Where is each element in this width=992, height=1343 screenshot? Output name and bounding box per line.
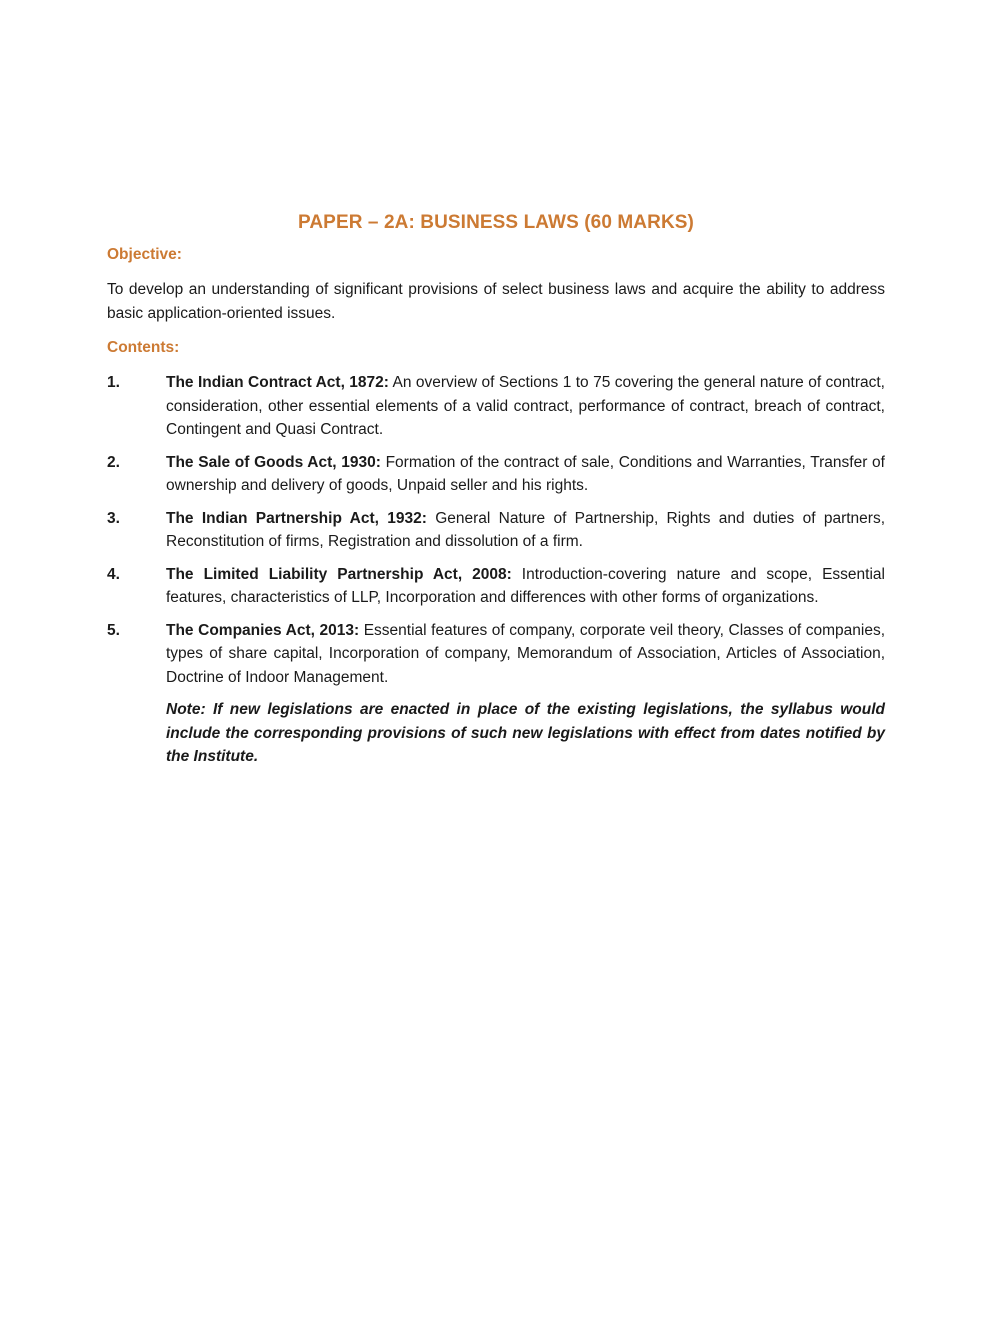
contents-item-companies-act [107,619,885,690]
contents-item-llp-act [107,563,885,610]
item-number: 2. [107,453,120,471]
contents-list [107,371,885,689]
item-number: 4. [107,565,120,583]
page-title: PAPER – 2A: BUSINESS LAWS (60 MARKS) [298,212,694,233]
syllabus-note: Note: If new legislations are enacted in place of the existing legislations, the syllabus would include the corresponding provisions of such new legislations with effect from dates notified by the Institute. [166,701,885,765]
item-title: The Companies Act, 2013: [166,621,360,639]
item-description: Essential features of company, corporate veil theory, Classes of companies, types of share capital, Incorporation of company, Memorandum of Association, Articles of Association, Doctrine of Indoor Management. [166,621,885,686]
item-number: 5. [107,621,120,639]
item-description: General Nature of Partnership, Rights and duties of partners, Reconstitution of firms, Registration and dissolution of a firm. [166,509,886,550]
item-description: Formation of the contract of sale, Conditions and Warranties, Transfer of ownership and delivery of goods, Unpaid seller and his rights. [166,453,885,494]
objective-text: To develop an understanding of significant provisions of select business laws and acquire the ability to address basic application-oriented issues. [107,281,885,322]
objective-heading: Objective: [107,246,182,263]
item-description: Introduction-covering nature and scope, Essential features, characteristics of LLP, Incorporation and differences with other forms of organizations. [166,565,885,606]
contents-item-contract-act [107,371,885,442]
item-title: The Sale of Goods Act, 1930: [166,453,381,471]
syllabus-page [107,212,885,784]
item-description: An overview of Sections 1 to 75 covering the general nature of contract, consideration, other essential elements of a valid contract, performance of contract, breach of contract, Contingent and Quasi Contract. [166,374,885,438]
contents-heading: Contents: [107,339,180,356]
item-number: 1. [107,374,120,391]
contents-item-partnership-act [107,507,885,554]
contents-item-sale-of-goods-act [107,451,885,498]
item-title: The Indian Partnership Act, 1932: [166,509,427,527]
item-number: 3. [107,509,120,527]
item-title: The Limited Liability Partnership Act, 2008: [166,565,512,583]
item-title: The Indian Contract Act, 1872: [166,374,389,391]
